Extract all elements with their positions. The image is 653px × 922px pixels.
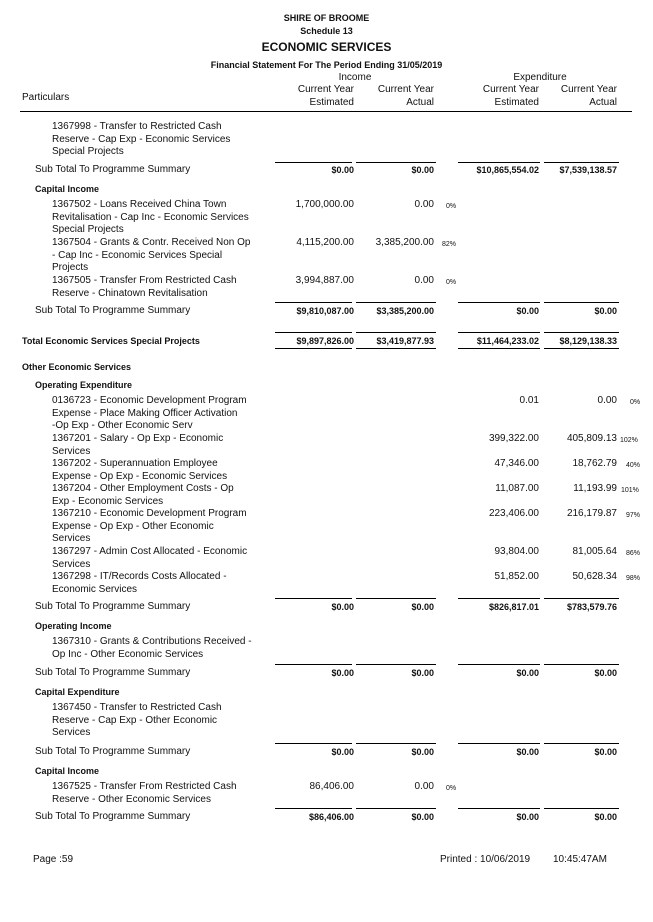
particulars-header: Particulars: [22, 92, 70, 103]
operating-expenditure-heading: Operating Expenditure: [35, 380, 133, 390]
item-line: Reserve - Other Economic Services: [52, 793, 211, 805]
percent-value: 40%: [626, 462, 641, 469]
item-1367202: [52, 458, 227, 483]
rule: [356, 598, 436, 599]
item-line: 1367504 - Grants & Contr. Received Non Op: [52, 237, 251, 248]
subtotal-label: Sub Total To Programme Summary: [35, 746, 191, 757]
item-line: 1367297 - Admin Cost Allocated - Economic: [52, 546, 248, 557]
item-1367204: [52, 483, 234, 508]
item-1367297: [52, 546, 247, 571]
item-line: Reserve - Chinatown Revitalisation: [52, 287, 208, 299]
section-heading: Other Economic Services: [22, 362, 132, 372]
subtotal-expenditure-actual: $0.00: [594, 306, 617, 316]
subtotal-expenditure-estimated: $0.00: [516, 306, 539, 316]
subtotal-income-estimated: $0.00: [331, 747, 354, 757]
percent-value: 86%: [626, 550, 641, 557]
expenditure-estimated-value: 93,804.00: [494, 546, 539, 557]
percent-value: 0%: [446, 203, 457, 210]
subtotal-income-actual: $0.00: [411, 812, 434, 822]
rule: [275, 348, 352, 349]
expenditure-actual-header: [517, 84, 617, 109]
rule: [356, 162, 436, 163]
rule: [544, 808, 619, 809]
subtotal-income-actual: $0.00: [411, 747, 434, 757]
rule: [275, 332, 352, 333]
income-actual-value: 3,385,200.00: [375, 237, 434, 248]
item-line: - Cap Inc - Economic Services Special: [52, 249, 223, 261]
page-number: Page :59: [33, 854, 74, 865]
rule: [275, 808, 352, 809]
item-line: Exp - Economic Services: [52, 495, 164, 507]
subtotal-label: Sub Total To Programme Summary: [35, 164, 191, 175]
subtotal-income-estimated: $0.00: [331, 668, 354, 678]
rule: [458, 664, 540, 665]
item-1367504: [52, 237, 250, 275]
operating-income-heading: Operating Income: [35, 621, 112, 631]
header-divider: [20, 111, 632, 112]
schedule-label: Schedule 13: [300, 26, 353, 36]
item-1367505: [52, 275, 237, 300]
item-0136723: [52, 395, 247, 433]
rule: [458, 302, 540, 303]
item-line: Expense - Op Exp - Other Economic: [52, 520, 214, 532]
income-actual-value: 0.00: [414, 781, 434, 792]
expenditure-header: Expenditure: [513, 72, 567, 83]
rule: [544, 598, 619, 599]
item-line: 1367450 - Transfer to Restricted Cash: [52, 702, 222, 713]
rule: [458, 332, 540, 333]
org-name: SHIRE OF BROOME: [283, 13, 370, 23]
percent-value: 0%: [630, 399, 641, 406]
income-header: Income: [338, 72, 372, 83]
header-line: Current Year: [297, 84, 354, 95]
rule: [275, 302, 352, 303]
item-1367310: [52, 636, 252, 661]
capital-income-heading: Capital Income: [35, 766, 100, 776]
expenditure-estimated-value: 399,322.00: [488, 433, 539, 444]
expenditure-estimated-value: 223,406.00: [488, 508, 539, 519]
rule: [458, 808, 540, 809]
subtotal-income-actual: $3,385,200.00: [376, 306, 434, 316]
total-income-estimated: $9,897,826.00: [296, 336, 354, 346]
subtotal-label: Sub Total To Programme Summary: [35, 811, 191, 822]
expenditure-estimated-value: 47,346.00: [494, 458, 539, 469]
item-line: Services: [52, 445, 91, 457]
subtotal-expenditure-actual: $783,579.76: [566, 602, 617, 612]
item-line: Reserve - Cap Exp - Other Economic: [52, 714, 218, 726]
expenditure-actual-value: 405,809.13: [566, 433, 617, 444]
item-line: Services: [52, 727, 91, 738]
expenditure-actual-value: 216,179.87: [566, 508, 617, 519]
header-line: Estimated: [494, 96, 539, 108]
rule: [356, 664, 436, 665]
item-line: 0136723 - Economic Development Program: [52, 395, 247, 406]
header-line: Actual: [589, 96, 617, 108]
item-1367998: [52, 121, 230, 159]
item-line: 1367202 - Superannuation Employee: [52, 458, 218, 469]
rule: [544, 664, 619, 665]
item-line: 1367525 - Transfer From Restricted Cash: [52, 781, 237, 792]
income-estimated-value: 3,994,887.00: [295, 275, 354, 286]
subtotal-expenditure-estimated: $0.00: [516, 668, 539, 678]
expenditure-actual-value: 0.00: [597, 395, 617, 406]
subtotal-expenditure-estimated: $0.00: [516, 812, 539, 822]
item-line: 1367210 - Economic Development Program: [52, 508, 247, 519]
subtotal-label: Sub Total To Programme Summary: [35, 667, 191, 678]
subtotal-income-estimated: $0.00: [331, 602, 354, 612]
subtotal-label: Sub Total To Programme Summary: [35, 305, 191, 316]
rule: [356, 302, 436, 303]
percent-value: 0%: [446, 279, 457, 286]
item-line: 1367201 - Salary - Op Exp - Economic: [52, 433, 224, 444]
rule: [275, 664, 352, 665]
capital-expenditure-heading: Capital Expenditure: [35, 687, 120, 697]
subtotal-expenditure-estimated: $826,817.01: [488, 602, 539, 612]
expenditure-actual-value: 11,193.99: [573, 483, 617, 494]
rule: [544, 162, 619, 163]
item-line: Services: [52, 558, 91, 570]
item-1367201: [52, 433, 223, 458]
subtotal-income-estimated: $0.00: [331, 165, 354, 175]
percent-value: 0%: [446, 785, 457, 792]
printed-date: Printed : 10/06/2019: [440, 854, 531, 865]
rule: [544, 302, 619, 303]
percent-value: 98%: [626, 575, 641, 582]
income-estimated-value: 86,406.00: [309, 781, 354, 792]
header-line: Current Year: [560, 84, 617, 95]
rule: [356, 808, 436, 809]
item-line: Special Projects: [52, 146, 124, 157]
item-line: Reserve - Cap Exp - Economic Services: [52, 133, 231, 145]
subtotal-income-actual: $0.00: [411, 668, 434, 678]
percent-value: 102%: [620, 437, 638, 444]
item-1367525: [52, 781, 237, 806]
header-line: Current Year: [482, 84, 539, 95]
item-line: Economic Services: [52, 583, 138, 595]
subtotal-expenditure-estimated: $10,865,554.02: [476, 165, 539, 175]
total-label: Total Economic Services Special Projects: [22, 336, 200, 346]
rule: [356, 332, 436, 333]
header-line: Actual: [406, 96, 434, 108]
item-line: 1367998 - Transfer to Restricted Cash: [52, 121, 222, 132]
income-estimated-value: 1,700,000.00: [295, 199, 354, 210]
rule: [458, 598, 540, 599]
rule: [458, 162, 540, 163]
rule: [544, 348, 619, 349]
subtotal-expenditure-actual: $0.00: [594, 668, 617, 678]
capital-income-heading: Capital Income: [35, 184, 100, 194]
rule: [544, 743, 619, 744]
item-line: 1367298 - IT/Records Costs Allocated -: [52, 571, 227, 582]
item-line: Services: [52, 533, 91, 544]
rule: [356, 743, 436, 744]
subtotal-expenditure-actual: $7,539,138.57: [559, 165, 617, 175]
total-expenditure-estimated: $11,464,233.02: [476, 336, 539, 346]
expenditure-actual-value: 81,005.64: [572, 546, 617, 557]
item-line: Expense - Place Making Officer Activation: [52, 407, 238, 419]
item-line: 1367204 - Other Employment Costs - Op: [52, 483, 234, 494]
item-line: Op Inc - Other Economic Services: [52, 648, 204, 660]
item-1367210: [52, 508, 247, 546]
item-line: Expense - Op Exp - Economic Services: [52, 470, 228, 482]
rule: [275, 598, 352, 599]
item-1367298: [52, 571, 227, 596]
item-line: 1367310 - Grants & Contributions Received -: [52, 636, 252, 647]
page-title: ECONOMIC SERVICES: [261, 40, 392, 54]
header-line: Current Year: [377, 84, 434, 95]
item-line: Revitalisation - Cap Inc - Economic Services: [52, 211, 249, 223]
item-1367502: [52, 199, 249, 237]
subtotal-expenditure-actual: $0.00: [594, 747, 617, 757]
subtotal-income-actual: $0.00: [411, 165, 434, 175]
total-expenditure-actual: $8,129,138.33: [559, 336, 617, 346]
expenditure-actual-value: 18,762.79: [572, 458, 617, 469]
expenditure-estimated-value: 11,087.00: [495, 483, 539, 494]
statement-subtitle: Financial Statement For The Period Ending 31/05/2019: [210, 60, 443, 70]
total-income-actual: $3,419,877.93: [376, 336, 434, 346]
percent-value: 97%: [626, 512, 641, 519]
rule: [458, 348, 540, 349]
item-1367450: [52, 702, 222, 740]
subtotal-expenditure-actual: $0.00: [594, 812, 617, 822]
income-actual-value: 0.00: [414, 275, 434, 286]
rule: [458, 743, 540, 744]
income-estimated-value: 4,115,200.00: [296, 237, 354, 248]
expenditure-estimated-value: 0.01: [519, 395, 539, 406]
percent-value: 101%: [621, 487, 639, 494]
item-line: Special Projects: [52, 224, 124, 235]
item-line: 1367505 - Transfer From Restricted Cash: [52, 275, 237, 286]
income-actual-header: [334, 84, 434, 109]
rule: [356, 348, 436, 349]
income-actual-value: 0.00: [414, 199, 434, 210]
header-line: Estimated: [309, 96, 354, 108]
expenditure-estimated-value: 51,852.00: [494, 571, 539, 582]
subtotal-income-estimated: $86,406.00: [308, 812, 354, 822]
subtotal-income-actual: $0.00: [411, 602, 434, 612]
printed-time: 10:45:47AM: [553, 854, 607, 865]
rule: [544, 332, 619, 333]
item-line: 1367502 - Loans Received China Town: [52, 199, 227, 210]
item-line: -Op Exp - Other Economic Serv: [52, 420, 193, 431]
rule: [275, 743, 352, 744]
expenditure-actual-value: 50,628.34: [572, 571, 617, 582]
subtotal-label: Sub Total To Programme Summary: [35, 601, 191, 612]
subtotal-income-estimated: $9,810,087.00: [296, 306, 354, 316]
item-line: Projects: [52, 262, 89, 273]
percent-value: 82%: [442, 241, 457, 248]
rule: [275, 162, 352, 163]
subtotal-expenditure-estimated: $0.00: [516, 747, 539, 757]
